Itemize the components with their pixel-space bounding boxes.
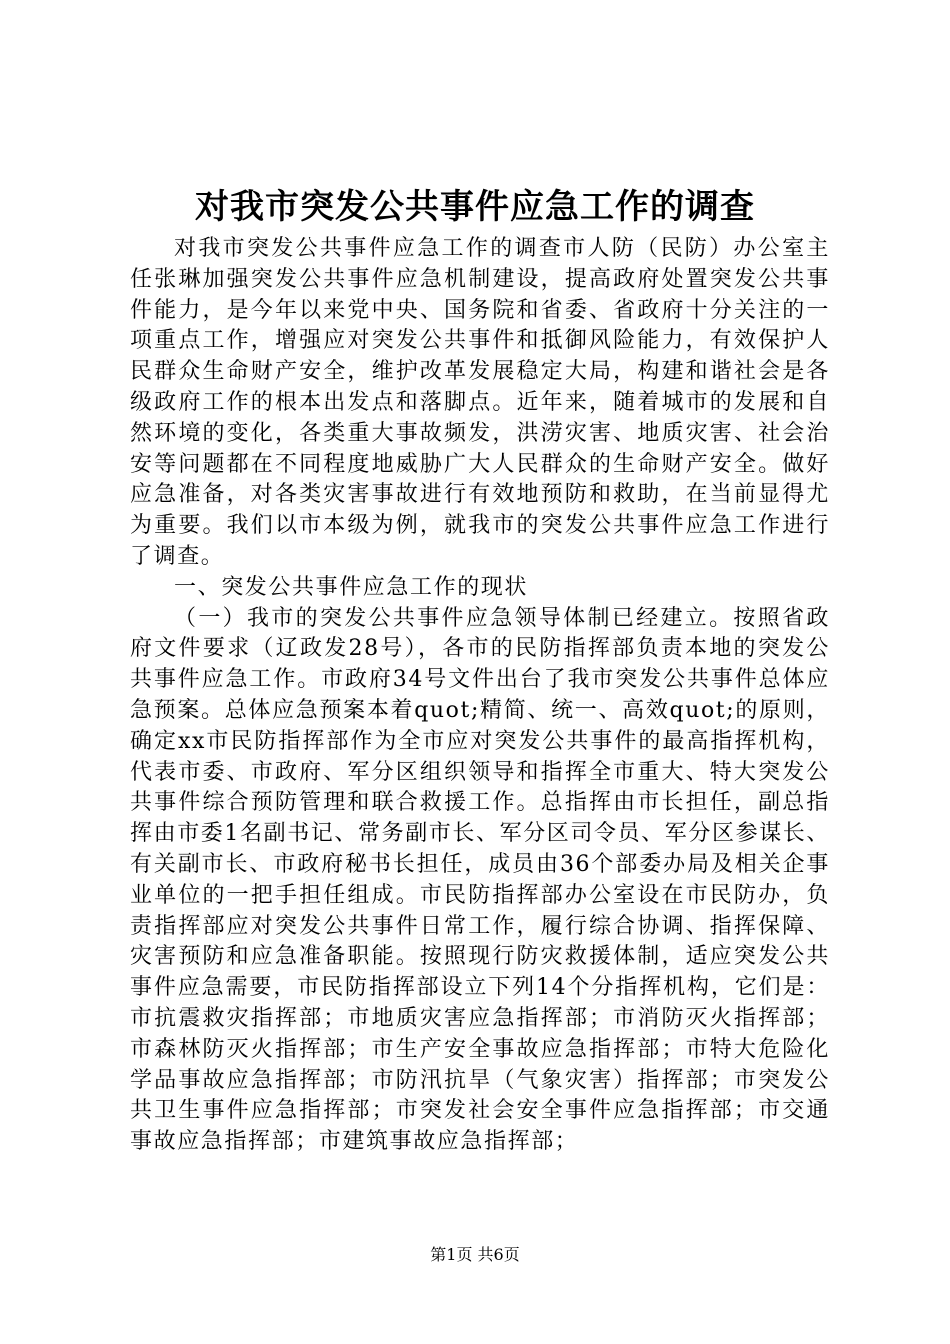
document-body xyxy=(130,234,830,1158)
document-title: 对我市突发公共事件应急工作的调查 xyxy=(195,187,755,227)
intro-paragraph: 对我市突发公共事件应急工作的调查市人防（民防）办公室主任张琳加强突发公共事件应急机制建设，提高政府处置突发公共事件能力，是今年以来党中央、国务院和省委、省政府十分关注的一项重点工作，增强应对突发公共事件和抵御风险能力，有效保护人民群众生命财产安全，维护改革发展稳定大局，构建和谐社会是各级政府工作的根本出发点和落脚点。近年来，随着城市的发展和自然环境的变化，各类重大事故频发，洪涝灾害、地质灾害、社会治安等问题都在不同程度地威胁广大人民群众的生命财产安全。做好应急准备，对各类灾害事故进行有效地预防和救助，在当前显得尤为重要。我们以市本级为例，就我市的突发公共事件应急工作进行了调查。 xyxy=(130,236,830,569)
page-number-footer: 第1页 共6页 xyxy=(430,1245,520,1264)
section-heading: 一、突发公共事件应急工作的现状 xyxy=(174,574,529,600)
section-paragraph: （一）我市的突发公共事件应急领导体制已经建立。按照省政府文件要求（辽政发28号），各市的民防指挥部负责本地的突发公共事件应急工作。市政府34号文件出台了我市突发公共事件总体应急预案。总体应急预案本着quot;精简、统一、高效quot;的原则，确定xx市民防指挥部作为全市应对突发公共事件的最高指挥机构，代表市委、市政府、军分区组织领导和指挥全市重大、特大突发公共事件综合预防管理和联合救援工作。总指挥由市长担任，副总指挥由市委1名副书记、常务副市长、军分区司令员、军分区参谋长、有关副市长、市政府秘书长担任，成员由36个部委办局及相关企事业单位的一把手担任组成。市民防指挥部办公室设在市民防办，负责指挥部应对突发公共事件日常工作，履行综合协调、指挥保障、灾害预防和应急准备职能。按照现行防灾救援体制，适应突发公共事件应急需要，市民防指挥部设立下列14个分指挥机构，它们是：市抗震救灾指挥部；市地质灾害应急指挥部；市消防灭火指挥部；市森林防灭火指挥部；市生产安全事故应急指挥部；市特大危险化学品事故应急指挥部；市防汛抗旱（气象灾害）指挥部；市突发公共卫生事件应急指挥部；市突发社会安全事件应急指挥部；市交通事故应急指挥部；市建筑事故应急指挥部； xyxy=(130,605,830,1155)
